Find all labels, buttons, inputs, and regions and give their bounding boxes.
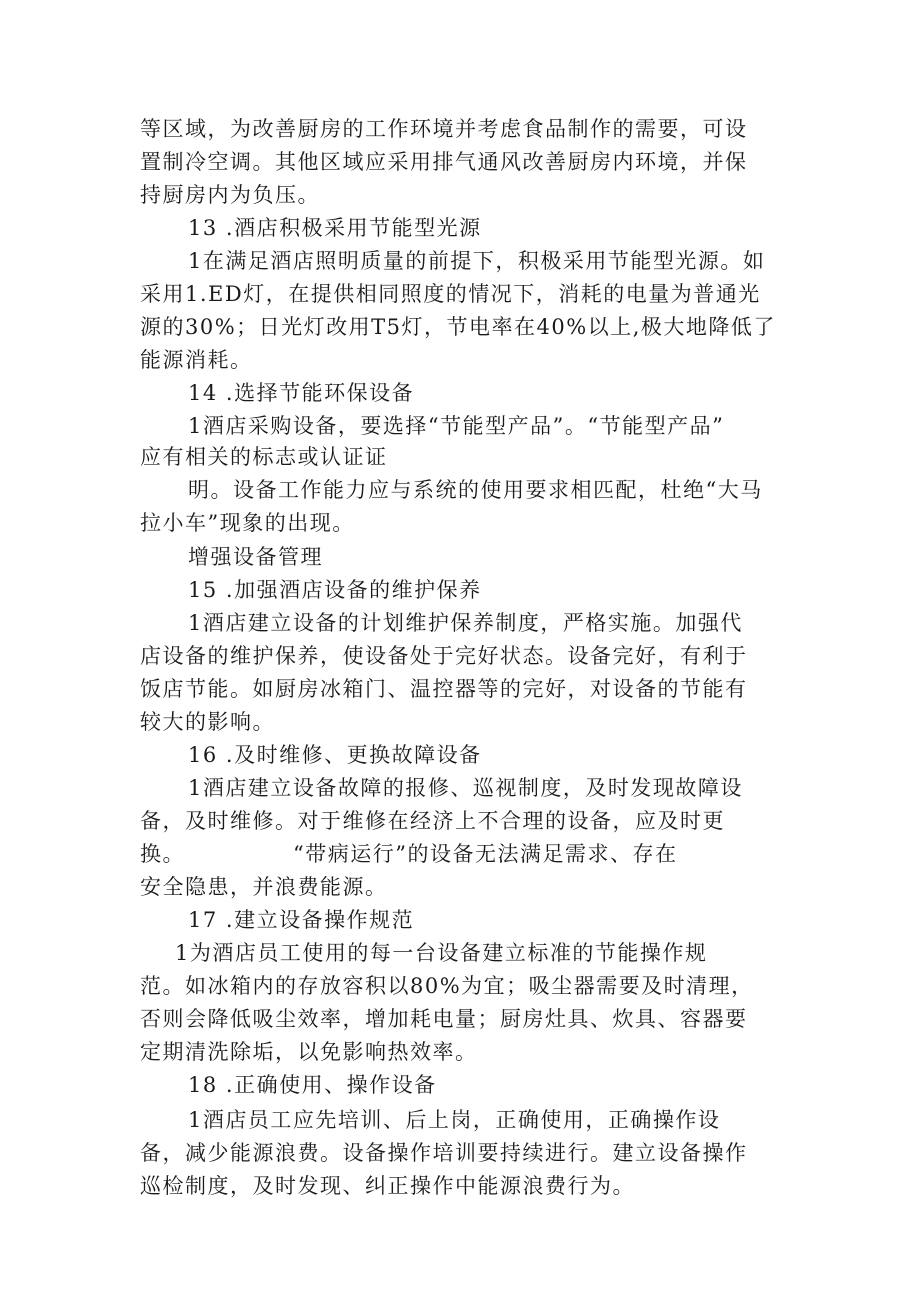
section-heading-18: 18 .正确使用、操作设备 <box>188 1073 437 1097</box>
body-text-line: 等区域，为改善厨房的工作环境并考虑食品制作的需要，可设 <box>140 117 748 141</box>
body-text-line: 拉小车”现象的出现。 <box>140 511 355 535</box>
body-text-line: 应有相关的标志或认证证 <box>140 445 388 469</box>
body-text-line: 较大的影响。 <box>140 710 275 734</box>
body-text-line: 能源消耗。 <box>140 348 253 372</box>
body-text-line: 备，减少能源浪费。设备操作培训要持续进行。建立设备操作 <box>140 1141 748 1165</box>
section-heading-15: 15 .加强酒店设备的维护保养 <box>188 578 482 602</box>
body-text-line <box>140 838 677 870</box>
body-text-line: 源的30%；日光灯改用T5灯，节电率在40%以上,极大地降低了 <box>140 315 776 339</box>
body-text-line: 定期清洗除垢，以免影响热效率。 <box>140 1040 478 1064</box>
body-text-line: 1为酒店员工使用的每一台设备建立标准的节能操作规 <box>175 941 708 965</box>
body-text-fragment: “带病运行”的设备无法满足需求、存在 <box>293 842 678 866</box>
body-text-line: 持厨房内为负压。 <box>140 183 320 207</box>
body-text-line: 店设备的维护保养，使设备处于完好状态。设备完好，有利于 <box>140 644 748 668</box>
section-heading-14: 14 .选择节能环保设备 <box>188 381 415 405</box>
section-heading-16: 16 .及时维修、更换故障设备 <box>188 743 482 767</box>
body-text-line: 否则会降低吸尘效率，增加耗电量；厨房灶具、炊具、容器要 <box>140 1007 748 1031</box>
body-text-line: 巡检制度，及时发现、纠正操作中能源浪费行为。 <box>140 1174 635 1198</box>
body-text-line: 1酒店采购设备，要选择“节能型产品”。“节能型产品” <box>188 414 725 438</box>
body-text-line: 饭店节能。如厨房冰箱门、温控器等的完好，对设备的节能有 <box>140 677 748 701</box>
section-heading-17: 17 .建立设备操作规范 <box>188 908 415 932</box>
body-text-line: 安全隐患，并浪费能源。 <box>140 875 388 899</box>
body-text-line: 1酒店员工应先培训、后上岗，正确使用，正确操作设 <box>188 1108 721 1132</box>
body-text-fragment: 换。 <box>140 842 185 866</box>
body-text-line: 备，及时维修。对于维修在经济上不合理的设备，应及时更 <box>140 809 725 833</box>
body-text-line: 1酒店建立设备的计划维护保养制度，严格实施。加强代 <box>188 611 743 635</box>
section-heading-13: 13 .酒店积极采用节能型光源 <box>188 216 482 240</box>
body-text-line: 置制冷空调。其他区域应采用排气通风改善厨房内环境，并保 <box>140 150 748 174</box>
body-text-line: 1在满足酒店照明质量的前提下，积极采用节能型光源。如 <box>188 249 766 273</box>
body-text-line: 范。如冰箱内的存放容积以80%为宜；吸尘器需要及时清理， <box>140 974 754 998</box>
body-text-line: 采用1.ED灯，在提供相同照度的情况下，消耗的电量为普通光 <box>140 282 761 306</box>
body-text-line: 明。设备工作能力应与系统的使用要求相匹配，杜绝“大马 <box>188 478 763 502</box>
subsection-heading: 增强设备管理 <box>188 545 323 569</box>
body-text-line: 1酒店建立设备故障的报修、巡视制度，及时发现故障设 <box>188 776 743 800</box>
